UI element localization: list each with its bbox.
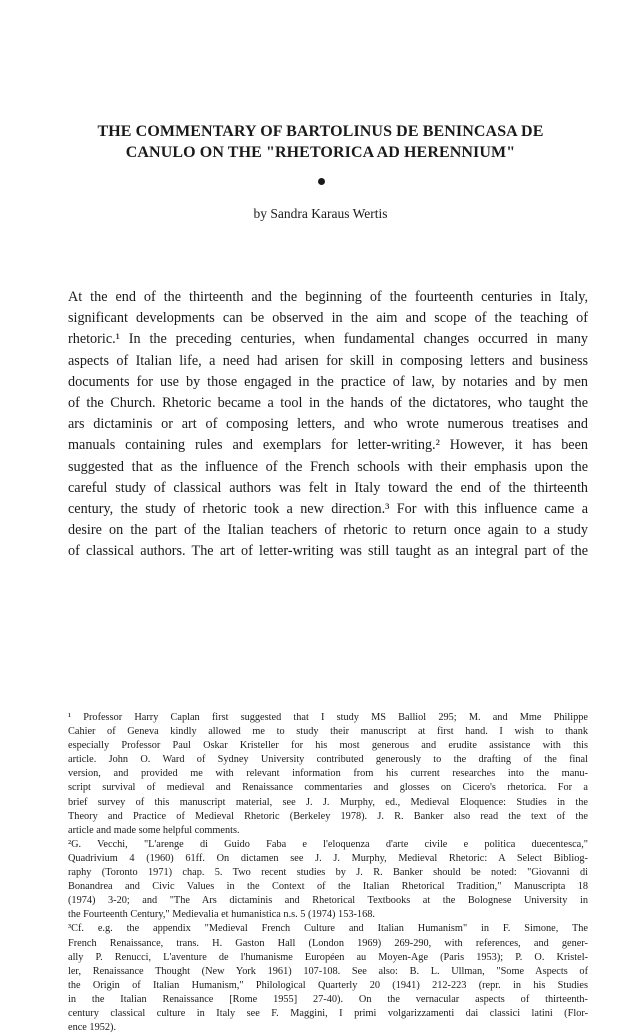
footnotes <box>68 711 588 1035</box>
body-line: suggested that as the influence of the French schools with their emphasis upon the <box>68 458 588 475</box>
footnote-line: Cahier of Geneva kindly allowed me to study their manuscript at first hand. I wish to thank <box>68 726 588 738</box>
footnote-line: especially Professor Paul Oskar Kristeller for his most generous and erudite assistance with this <box>68 740 588 752</box>
article-title-line-1: THE COMMENTARY OF BARTOLINUS DE BENINCASA DE <box>97 123 544 140</box>
footnote-line: ³Cf. e.g. the appendix "Medieval French Culture and Italian Humanism" in F. Simone, The <box>68 923 588 935</box>
ornament-bullet <box>318 178 325 185</box>
footnote-line: ler, Renaissance Thought (New York 1961) 107-108. See also: B. L. Ullman, "Some Aspects of <box>68 965 588 977</box>
body-line: At the end of the thirteenth and the beginning of the fourteenth centuries in Italy, <box>68 289 588 305</box>
body-line: of classical authors. The art of letter-writing was still taught as an integral part of the <box>68 543 588 560</box>
body-line: ars dictaminis or art of composing letters, and who wrote numerous treatises and <box>68 416 588 433</box>
footnote-line: version, and provided me with relevant information from his current researches into the manu- <box>68 768 588 780</box>
body-line: rhetoric.¹ In the preceding centuries, when fundamental changes occurred in many <box>68 331 588 348</box>
footnote-line: ²G. Vecchi, "L'arenge di Guido Faba e l'eloquenza d'arte civile e politica duecentesca," <box>68 838 588 850</box>
footnote-line: French Renaissance, trans. H. Gaston Hall (London 1969) 269-290, with references, and gener- <box>68 937 588 949</box>
footnote-line: article. John O. Ward of Sydney University contributed generously to the drafting of the final <box>68 754 588 766</box>
body-line: careful study of classical authors was felt in Italy toward the end of the thirteenth <box>68 479 588 496</box>
article-title <box>60 121 581 163</box>
body-line: manuals containing rules and exemplars for letter-writing.² However, it has been <box>68 437 588 454</box>
body-line: significant developments can be observed in the aim and scope of the teaching of <box>68 310 588 327</box>
footnote-line: Bonandrea and Civic Values in the Context of the Italian Rhetorical Tradition," Manuscripta 18 <box>68 881 588 893</box>
footnote-line: (1974) 3-20; and "The Ars dictaminis and Rhetorical Textbooks at the Bolognese University in <box>68 895 588 907</box>
footnote-line: the Fourteenth Century," Medievalia et humanistica n.s. 5 (1974) 153-168. <box>68 909 375 921</box>
body-line: of the Church. Rhetoric became a tool in the hands of the dictatores, who taught the <box>68 394 588 411</box>
footnote-line: script survival of medieval and Renaissance commentaries and glosses on Cicero's rhetorica. For a <box>68 782 588 794</box>
footnote-line: Quadrivium 4 (1960) 61ff. On dictamen see J. J. Murphy, Medieval Rhetoric: A Select Bibliog- <box>68 852 588 864</box>
footnote-line: ally P. Renucci, L'aventure de l'humanisme Européen au Moyen-Age (Paris 1953); P. O. Kristel- <box>68 951 588 963</box>
article-title-line-2: CANULO ON THE "RHETORICA AD HERENNIUM" <box>125 144 516 161</box>
footnote-line: article and made some helpful comments. <box>68 824 240 836</box>
footnote-line: ence 1952). <box>68 1022 117 1034</box>
footnote-line: raphy (Toronto 1971) chap. 5. Two recent studies by J. R. Banker should be noted: "Giovanni di <box>68 867 588 879</box>
footnote-line: century classical culture in Italy see F. Maggini, I primi volgarizzamenti dai classici latini (Flor- <box>68 1007 588 1019</box>
body-line: desire on the part of the Italian teachers of rhetoric to return once again to a study <box>68 522 588 539</box>
body-line: documents for use by those engaged in the practice of law, by notaries and by men <box>68 373 588 390</box>
footnote-line: Theory and Practice of Medieval Rhetoric (Berkeley 1978). J. R. Banker also read the text of the <box>68 810 588 822</box>
author-byline: by Sandra Karaus Wertis <box>253 206 388 221</box>
footnote-line: the Origin of Italian Humanism," Philological Quarterly 20 (1941) 212-223 (repr. in his Studies <box>68 979 588 991</box>
footnote-line: in the Italian Renaissance [Rome 1955] 27-40). On the vernacular aspects of thirteenth- <box>68 993 588 1005</box>
footnote-line: brief survey of this manuscript material, see J. J. Murphy, ed., Medieval Eloquence: Studies in the <box>68 796 588 808</box>
body-text <box>68 287 588 562</box>
body-line: aspects of Italian life, a need had arisen for skill in composing letters and business <box>68 352 588 369</box>
body-line: century, the study of rhetoric took a new direction.³ For with this influence came a <box>68 500 588 517</box>
footnote-line: ¹ Professor Harry Caplan first suggested that I study MS Balliol 295; M. and Mme Philippe <box>68 712 588 723</box>
